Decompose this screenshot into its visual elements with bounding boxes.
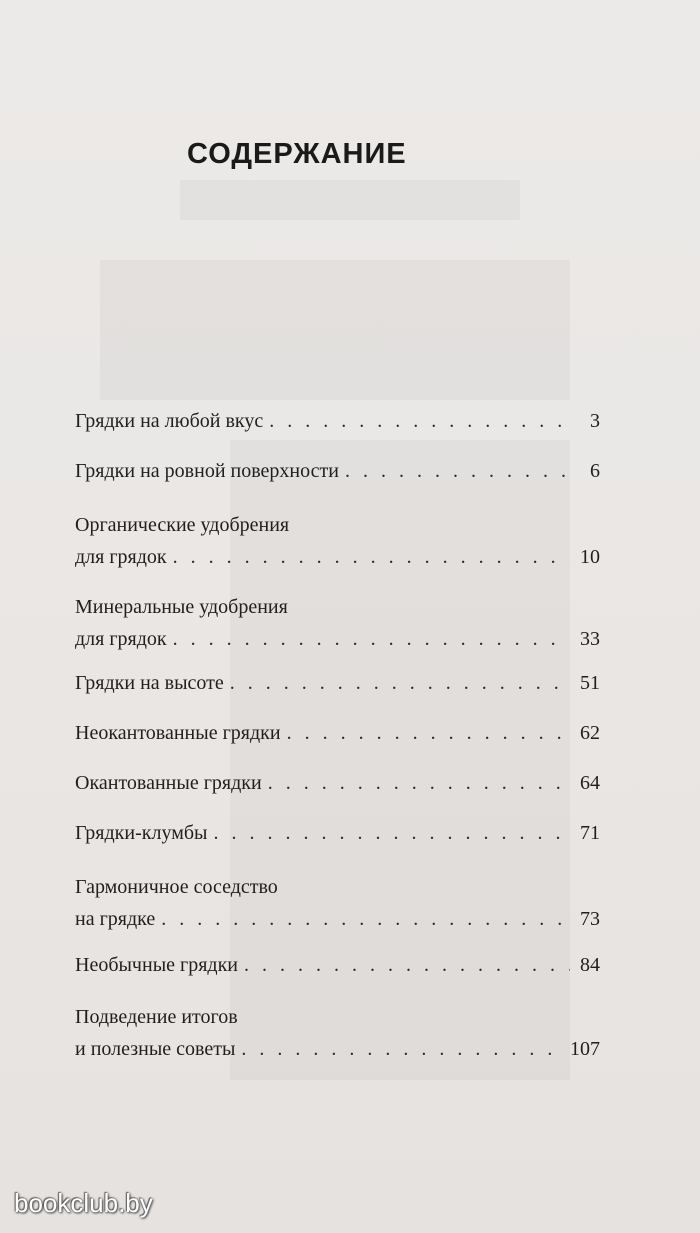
toc-page-number: 33 xyxy=(580,628,600,650)
dot-leader xyxy=(213,820,570,846)
toc-page-number: 51 xyxy=(580,672,600,694)
toc-entry-title: Грядки на высоте xyxy=(75,672,224,694)
toc-entry xyxy=(75,512,600,570)
dot-leader xyxy=(230,670,570,696)
toc-entry-title: Минеральные удобрения xyxy=(75,596,288,618)
toc-page-number: 84 xyxy=(580,954,600,976)
dot-leader xyxy=(173,626,570,652)
toc-entry-title-cont: и полезные советы xyxy=(75,1038,236,1060)
toc-entry xyxy=(75,670,600,696)
dot-leader xyxy=(161,906,570,932)
toc-entry-title-cont: на грядке xyxy=(75,908,156,930)
toc-entry-title-cont: для грядок xyxy=(75,628,167,650)
toc-page-number: 10 xyxy=(580,546,600,568)
toc-entry-title: Окантованные грядки xyxy=(75,772,262,794)
toc-entry xyxy=(75,720,600,746)
toc-entry xyxy=(75,1004,600,1062)
toc-entry-title: Необычные грядки xyxy=(75,954,239,976)
toc-entry xyxy=(75,820,600,846)
toc-page-number: 107 xyxy=(570,1038,600,1060)
dot-leader xyxy=(345,458,570,484)
toc-entry xyxy=(75,770,600,796)
show-through-shadow xyxy=(180,180,520,220)
toc-entry xyxy=(75,458,600,484)
dot-leader xyxy=(287,720,570,746)
toc-entry-title: Грядки-клумбы xyxy=(75,822,208,844)
toc-page-number: 71 xyxy=(580,822,600,844)
toc-entry-title: Подведение итогов xyxy=(75,1006,238,1028)
toc-entry xyxy=(75,408,600,434)
toc-heading: СОДЕРЖАНИЕ xyxy=(187,138,407,170)
toc-entry xyxy=(75,594,600,652)
dot-leader xyxy=(244,952,570,978)
toc-page-number: 6 xyxy=(590,460,600,482)
dot-leader xyxy=(241,1036,560,1062)
toc-entry-title: Грядки на любой вкус xyxy=(75,410,264,432)
toc-entry-title: Гармоничное соседство xyxy=(75,876,278,898)
toc-page-number: 3 xyxy=(590,410,600,432)
toc-entry xyxy=(75,952,600,978)
site-watermark: bookclub.by xyxy=(14,1188,153,1218)
toc-page-number: 64 xyxy=(580,772,600,794)
toc-entry-title-cont: для грядок xyxy=(75,546,167,568)
toc-page-number: 62 xyxy=(580,722,600,744)
show-through-shadow xyxy=(100,260,570,400)
dot-leader xyxy=(269,408,570,434)
toc-entry xyxy=(75,874,600,932)
toc-entry-title: Неокантованные грядки xyxy=(75,722,281,744)
toc-entry-title: Органические удобрения xyxy=(75,514,290,536)
toc-entry-title: Грядки на ровной поверхности xyxy=(75,460,339,482)
dot-leader xyxy=(268,770,570,796)
toc-page-number: 73 xyxy=(580,908,600,930)
dot-leader xyxy=(173,544,570,570)
